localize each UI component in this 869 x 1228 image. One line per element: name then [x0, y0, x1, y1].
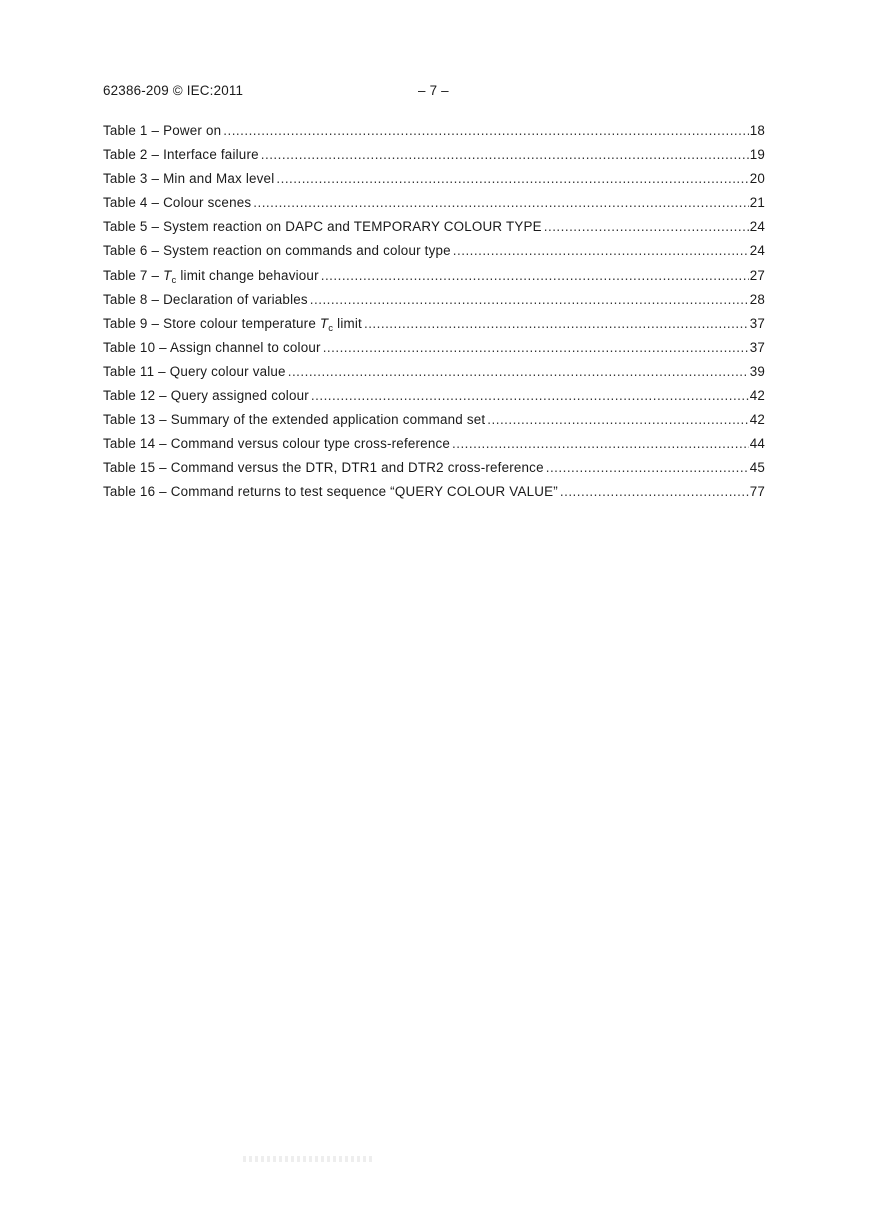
- toc-entry-title: Table 8 – Declaration of variables: [103, 291, 308, 307]
- toc-entry-title: Table 14 – Command versus colour type cross-reference: [103, 436, 451, 452]
- page-header: [103, 83, 765, 101]
- dot-leader: [487, 412, 748, 427]
- tc-symbol: T: [163, 267, 172, 283]
- toc-entry-title: Table 1 – Power on: [103, 123, 222, 138]
- dot-leader: [261, 147, 749, 162]
- toc-entry-title: Table 2 – Interface failure: [103, 147, 259, 163]
- toc-entry[interactable]: [103, 292, 765, 316]
- toc-entry-title: Table 5 – System reaction on DAPC and TEMPORARY COLOUR TYPE: [103, 219, 542, 235]
- dot-leader: [311, 388, 749, 403]
- toc-title-suffix: limit: [333, 315, 362, 331]
- page-number: – 7 –: [418, 83, 449, 98]
- toc-entry-title: Table 12 – Query assigned colour: [103, 388, 309, 404]
- dot-leader: [323, 340, 749, 355]
- toc-entry-title: Table 13 – Summary of the extended application command set: [103, 412, 486, 428]
- list-of-tables: [103, 123, 765, 509]
- document-id: 62386-209 © IEC:2011: [103, 83, 244, 98]
- toc-entry[interactable]: [103, 484, 765, 508]
- toc-title-prefix: Table 7 –: [103, 267, 164, 283]
- toc-entry-page: 19: [749, 147, 765, 163]
- toc-entry-title: Table 10 – Assign channel to colour: [103, 339, 321, 355]
- toc-entry[interactable]: [103, 268, 765, 292]
- toc-entry-page: 24: [749, 243, 765, 259]
- toc-entry-title: Table 4 – Colour scenes: [103, 195, 252, 211]
- toc-entry-page: 18: [749, 123, 765, 138]
- toc-entry-page: 42: [749, 388, 765, 404]
- dot-leader: [321, 268, 749, 283]
- toc-entry-page: 37: [749, 315, 765, 331]
- toc-entry[interactable]: [103, 219, 765, 243]
- dot-leader: [560, 484, 749, 499]
- toc-title-prefix: Table 9 – Store colour temperature: [103, 315, 320, 331]
- toc-entry-page: 37: [749, 339, 765, 355]
- toc-entry[interactable]: [103, 195, 765, 219]
- toc-entry[interactable]: [103, 388, 765, 412]
- toc-entry-page: 21: [749, 195, 765, 211]
- dot-leader: [544, 219, 749, 234]
- toc-entry-title: Table 11 – Query colour value: [103, 363, 286, 379]
- toc-title-suffix: limit change behaviour: [176, 267, 319, 283]
- toc-entry-title: [103, 267, 319, 286]
- toc-entry[interactable]: [103, 364, 765, 388]
- dot-leader: [546, 460, 749, 475]
- toc-entry-page: 45: [749, 460, 765, 476]
- toc-entry[interactable]: [103, 243, 765, 267]
- toc-entry-page: 39: [749, 363, 765, 379]
- toc-entry-title: Table 3 – Min and Max level: [103, 171, 275, 187]
- dot-leader: [310, 292, 749, 307]
- dot-leader: [364, 316, 749, 331]
- toc-entry-title: [103, 315, 362, 334]
- toc-entry-page: 28: [749, 291, 765, 307]
- toc-entry[interactable]: [103, 340, 765, 364]
- dot-leader: [223, 123, 748, 138]
- toc-entry-page: 27: [749, 267, 765, 283]
- tc-subscript: c: [171, 274, 177, 286]
- toc-entry[interactable]: [103, 147, 765, 171]
- toc-entry-page: 44: [749, 436, 765, 452]
- toc-entry[interactable]: [103, 123, 765, 147]
- toc-entry-page: 20: [749, 171, 765, 187]
- dot-leader: [288, 364, 749, 379]
- toc-entry-title: Table 6 – System reaction on commands and colour type: [103, 243, 451, 259]
- toc-entry[interactable]: [103, 436, 765, 460]
- toc-entry[interactable]: [103, 412, 765, 436]
- toc-entry[interactable]: [103, 460, 765, 484]
- tc-subscript: c: [328, 322, 334, 334]
- toc-entry-page: 77: [749, 484, 765, 500]
- dot-leader: [276, 171, 748, 186]
- tc-symbol: T: [319, 315, 329, 331]
- toc-entry-title: Table 16 – Command returns to test sequence “QUERY COLOUR VALUE”: [103, 484, 558, 500]
- dot-leader: [452, 436, 749, 451]
- toc-entry-page: 42: [749, 412, 765, 428]
- toc-entry-title: Table 15 – Command versus the DTR, DTR1 and DTR2 cross-reference: [103, 460, 544, 476]
- faint-footer-mark: [243, 1156, 375, 1162]
- dot-leader: [453, 243, 749, 258]
- toc-entry-page: 24: [749, 219, 765, 235]
- toc-entry[interactable]: [103, 171, 765, 195]
- dot-leader: [253, 195, 748, 210]
- toc-entry[interactable]: [103, 316, 765, 340]
